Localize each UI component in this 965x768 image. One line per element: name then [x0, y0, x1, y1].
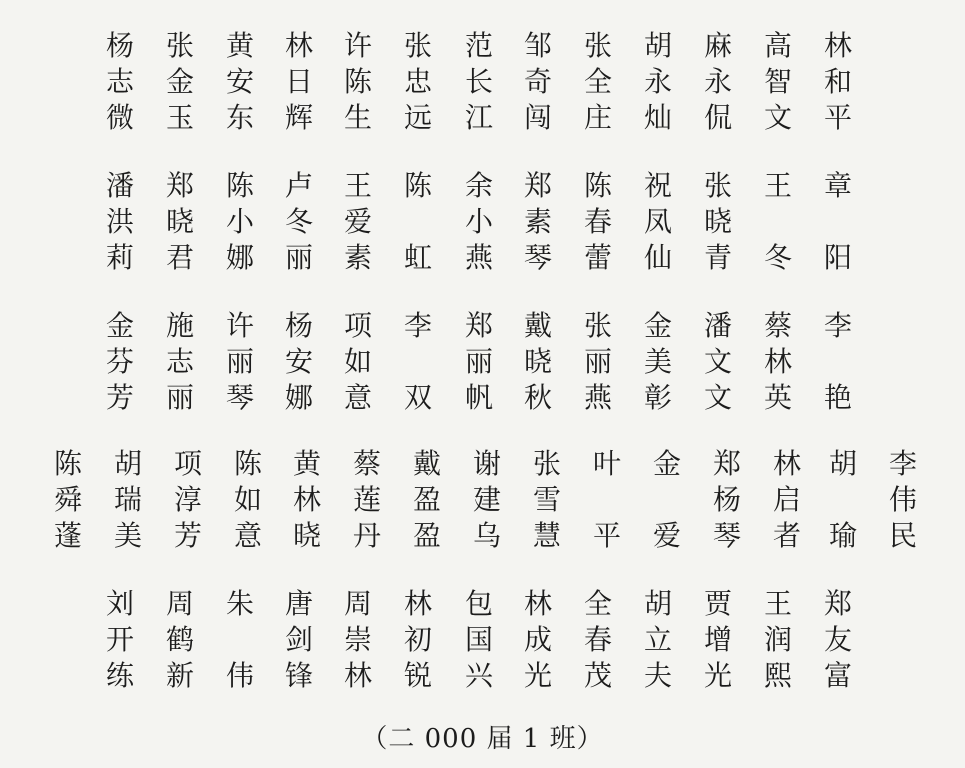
name-char: 舜: [53, 483, 82, 516]
name-char: 润: [763, 623, 792, 656]
name-char: 鹤: [165, 623, 194, 656]
name-char: 蔡: [763, 309, 792, 342]
name-char: 练: [105, 659, 134, 692]
name-char: 君: [165, 241, 194, 274]
name-char: 陈: [225, 169, 254, 202]
name-char: 冬: [763, 241, 792, 274]
student-name: [279, 586, 319, 696]
name-char: 东: [225, 101, 254, 134]
name-char: [398, 204, 438, 240]
name-char: 杨: [284, 309, 313, 342]
name-char: 周: [343, 587, 372, 620]
name-char: 项: [173, 447, 202, 480]
name-char: 高: [763, 29, 792, 62]
student-name: [467, 446, 507, 556]
student-name: [707, 446, 747, 556]
name-char: 丽: [165, 381, 194, 414]
name-char: 丹: [352, 519, 381, 552]
name-char: 林: [523, 587, 552, 620]
name-char: 包: [464, 587, 493, 620]
name-char: 素: [343, 241, 372, 274]
student-name: [279, 28, 319, 138]
name-char: 芳: [173, 519, 202, 552]
student-name: [220, 28, 260, 138]
name-char: 盈: [412, 519, 441, 552]
name-char: 金: [652, 447, 681, 480]
name-char: 美: [113, 519, 142, 552]
name-char: 祝: [643, 169, 672, 202]
student-name: [587, 446, 627, 556]
name-char: 丽: [583, 345, 612, 378]
name-char: 全: [583, 65, 612, 98]
name-char: 瑜: [828, 519, 857, 552]
name-char: 张: [532, 447, 561, 480]
name-char: 远: [403, 101, 432, 134]
name-char: 潘: [703, 309, 732, 342]
student-name: [758, 28, 798, 138]
name-char: 晓: [523, 345, 552, 378]
name-char: 王: [763, 587, 792, 620]
student-name: [638, 586, 678, 696]
name-char: 丽: [464, 345, 493, 378]
name-char: 冬: [284, 205, 313, 238]
name-char: 帆: [464, 381, 493, 414]
name-char: 春: [583, 205, 612, 238]
student-name: [160, 168, 200, 278]
name-char: 张: [583, 29, 612, 62]
name-char: 闯: [523, 101, 552, 134]
name-char: 陈: [53, 447, 82, 480]
student-name: [100, 168, 140, 278]
name-char: [398, 344, 438, 380]
name-char: 民: [888, 519, 917, 552]
name-char: 仙: [643, 241, 672, 274]
student-name: [220, 168, 260, 278]
name-char: 贾: [703, 587, 732, 620]
student-name: [398, 28, 438, 138]
name-char: [818, 344, 858, 380]
name-char: 许: [343, 29, 372, 62]
name-char: 唐: [284, 587, 313, 620]
student-name: [818, 308, 858, 418]
name-char: 淳: [173, 483, 202, 516]
name-char: 杨: [712, 483, 741, 516]
name-char: 蕾: [583, 241, 612, 274]
name-char: [220, 622, 260, 658]
name-char: 光: [523, 659, 552, 692]
student-name: [100, 586, 140, 696]
name-char: 如: [343, 345, 372, 378]
name-char: 戴: [523, 309, 552, 342]
name-char: 晓: [703, 205, 732, 238]
name-char: 燕: [464, 241, 493, 274]
name-char: 光: [703, 659, 732, 692]
student-name: [459, 28, 499, 138]
name-char: 彰: [643, 381, 672, 414]
name-char: [823, 482, 863, 518]
student-name: [100, 28, 140, 138]
name-char: 青: [703, 241, 732, 274]
name-char: 如: [233, 483, 262, 516]
student-name: [518, 308, 558, 418]
name-char: 伟: [888, 483, 917, 516]
student-name: [168, 446, 208, 556]
student-name: [48, 446, 88, 556]
name-char: 秋: [523, 381, 552, 414]
name-char: 初: [403, 623, 432, 656]
name-char: 林: [823, 29, 852, 62]
student-name: [818, 168, 858, 278]
name-char: 微: [105, 101, 134, 134]
name-char: 叶: [592, 447, 621, 480]
student-name: [518, 28, 558, 138]
student-name: [100, 308, 140, 418]
name-char: 郑: [523, 169, 552, 202]
name-char: 郑: [165, 169, 194, 202]
name-char: 施: [165, 309, 194, 342]
name-char: 杨: [105, 29, 134, 62]
name-char: 蔡: [352, 447, 381, 480]
name-char: 林: [763, 345, 792, 378]
name-char: 胡: [643, 29, 672, 62]
name-char: 新: [165, 659, 194, 692]
name-char: 美: [643, 345, 672, 378]
name-char: 爱: [343, 205, 372, 238]
name-char: 章: [823, 169, 852, 202]
student-name: [347, 446, 387, 556]
name-char: 熙: [763, 659, 792, 692]
name-char: 潘: [105, 169, 134, 202]
name-char: 日: [284, 65, 313, 98]
student-name: [698, 308, 738, 418]
name-char: 慧: [532, 519, 561, 552]
student-name: [758, 168, 798, 278]
name-char: 张: [165, 29, 194, 62]
name-char: 张: [403, 29, 432, 62]
name-char: 林: [343, 659, 372, 692]
name-char: 全: [583, 587, 612, 620]
name-char: 胡: [828, 447, 857, 480]
name-char: 兴: [464, 659, 493, 692]
name-char: 庄: [583, 101, 612, 134]
name-char: 余: [464, 169, 493, 202]
student-name: [647, 446, 687, 556]
name-char: [818, 204, 858, 240]
student-name: [160, 28, 200, 138]
name-char: 胡: [113, 447, 142, 480]
name-char: 娜: [284, 381, 313, 414]
student-name: [818, 586, 858, 696]
name-char: 邹: [523, 29, 552, 62]
name-char: 国: [464, 623, 493, 656]
student-name: [459, 308, 499, 418]
name-char: 金: [105, 309, 134, 342]
name-char: 文: [763, 101, 792, 134]
name-char: 张: [703, 169, 732, 202]
student-name: [220, 308, 260, 418]
name-char: 永: [643, 65, 672, 98]
name-char: 琴: [523, 241, 552, 274]
name-char: 谢: [472, 447, 501, 480]
student-name: [578, 28, 618, 138]
name-char: 成: [523, 623, 552, 656]
name-char: 文: [703, 381, 732, 414]
name-char: 增: [703, 623, 732, 656]
name-char: 林: [772, 447, 801, 480]
name-char: 安: [225, 65, 254, 98]
student-name: [338, 308, 378, 418]
student-name: [767, 446, 807, 556]
student-name: [638, 308, 678, 418]
student-name: [578, 168, 618, 278]
name-char: 盈: [412, 483, 441, 516]
name-char: 素: [523, 205, 552, 238]
student-name: [398, 168, 438, 278]
name-char: 丽: [284, 241, 313, 274]
name-char: 虹: [403, 241, 432, 274]
name-char: 胡: [643, 587, 672, 620]
name-char: 奇: [523, 65, 552, 98]
student-name: [338, 168, 378, 278]
name-char: 郑: [464, 309, 493, 342]
name-char: 洪: [105, 205, 134, 238]
name-char: [647, 482, 687, 518]
student-name: [638, 168, 678, 278]
student-name: [160, 586, 200, 696]
name-char: 范: [464, 29, 493, 62]
name-char: 文: [703, 345, 732, 378]
student-name: [698, 28, 738, 138]
name-char: 永: [703, 65, 732, 98]
name-char: 麻: [703, 29, 732, 62]
name-char: 晓: [292, 519, 321, 552]
class-caption: （二 000 届 1 班）: [361, 724, 604, 754]
name-char: 王: [763, 169, 792, 202]
name-char: 夫: [643, 659, 672, 692]
name-char: 琴: [225, 381, 254, 414]
name-char: 雪: [532, 483, 561, 516]
student-name: [228, 446, 268, 556]
name-char: 王: [343, 169, 372, 202]
name-char: 小: [225, 205, 254, 238]
name-char: 灿: [643, 101, 672, 134]
name-char: 安: [284, 345, 313, 378]
name-char: 双: [403, 381, 432, 414]
name-char: 忠: [403, 65, 432, 98]
name-char: 郑: [712, 447, 741, 480]
student-name: [638, 28, 678, 138]
name-char: 志: [165, 345, 194, 378]
name-char: 智: [763, 65, 792, 98]
name-char: 春: [583, 623, 612, 656]
name-char: 志: [105, 65, 134, 98]
name-char: 莉: [105, 241, 134, 274]
name-char: 黄: [292, 447, 321, 480]
name-char: 金: [643, 309, 672, 342]
name-char: 张: [583, 309, 612, 342]
name-char: 林: [403, 587, 432, 620]
name-char: 朱: [225, 587, 254, 620]
name-char: 蓬: [53, 519, 82, 552]
name-char: 立: [643, 623, 672, 656]
name-char: 爱: [652, 519, 681, 552]
name-char: 者: [772, 519, 801, 552]
student-name: [279, 168, 319, 278]
name-char: 小: [464, 205, 493, 238]
name-char: 林: [292, 483, 321, 516]
name-char: 陈: [403, 169, 432, 202]
student-name: [818, 28, 858, 138]
name-char: 卢: [284, 169, 313, 202]
name-char: 瑞: [113, 483, 142, 516]
name-char: 茂: [583, 659, 612, 692]
name-char: 李: [823, 309, 852, 342]
name-char: 项: [343, 309, 372, 342]
name-char: 锐: [403, 659, 432, 692]
student-name: [398, 586, 438, 696]
name-char: 伟: [225, 659, 254, 692]
student-name: [279, 308, 319, 418]
name-char: [758, 204, 798, 240]
name-char: 陈: [233, 447, 262, 480]
name-char: 林: [284, 29, 313, 62]
name-char: 丽: [225, 345, 254, 378]
name-char: 意: [233, 519, 262, 552]
name-char: 玉: [165, 101, 194, 134]
name-char: 郑: [823, 587, 852, 620]
student-name: [407, 446, 447, 556]
name-char: 娜: [225, 241, 254, 274]
name-char: 琴: [712, 519, 741, 552]
name-char: 戴: [412, 447, 441, 480]
name-char: 长: [464, 65, 493, 98]
name-char: 剑: [284, 623, 313, 656]
student-name: [578, 308, 618, 418]
student-name: [758, 308, 798, 418]
student-name: [518, 168, 558, 278]
student-name: [883, 446, 923, 556]
name-char: 凤: [643, 205, 672, 238]
student-name: [698, 586, 738, 696]
student-name: [578, 586, 618, 696]
name-char: 阳: [823, 241, 852, 274]
student-name: [459, 586, 499, 696]
name-char: 意: [343, 381, 372, 414]
name-char: 陈: [583, 169, 612, 202]
name-char: 莲: [352, 483, 381, 516]
name-char: 陈: [343, 65, 372, 98]
name-char: 李: [403, 309, 432, 342]
student-name: [287, 446, 327, 556]
name-char: 锋: [284, 659, 313, 692]
name-char: 富: [823, 659, 852, 692]
name-char: 辉: [284, 101, 313, 134]
name-char: 晓: [165, 205, 194, 238]
name-char: 生: [343, 101, 372, 134]
name-char: 芬: [105, 345, 134, 378]
student-name: [527, 446, 567, 556]
name-char: 侃: [703, 101, 732, 134]
name-char: 和: [823, 65, 852, 98]
student-name: [698, 168, 738, 278]
name-char: 芳: [105, 381, 134, 414]
name-char: 平: [592, 519, 621, 552]
student-name: [338, 586, 378, 696]
name-char: 艳: [823, 381, 852, 414]
name-char: 李: [888, 447, 917, 480]
name-char: 刘: [105, 587, 134, 620]
name-char: 开: [105, 623, 134, 656]
student-name: [823, 446, 863, 556]
name-char: 建: [472, 483, 501, 516]
name-char: 启: [772, 483, 801, 516]
name-char: [587, 482, 627, 518]
name-char: 金: [165, 65, 194, 98]
name-char: 许: [225, 309, 254, 342]
name-char: 黄: [225, 29, 254, 62]
student-name: [220, 586, 260, 696]
student-name: [338, 28, 378, 138]
name-char: 平: [823, 101, 852, 134]
name-char: 英: [763, 381, 792, 414]
student-name: [758, 586, 798, 696]
name-char: 江: [464, 101, 493, 134]
student-name: [398, 308, 438, 418]
name-char: 周: [165, 587, 194, 620]
student-name: [459, 168, 499, 278]
name-char: 燕: [583, 381, 612, 414]
name-char: 乌: [472, 519, 501, 552]
student-name: [518, 586, 558, 696]
name-char: 友: [823, 623, 852, 656]
name-char: 崇: [343, 623, 372, 656]
student-name: [108, 446, 148, 556]
student-name: [160, 308, 200, 418]
